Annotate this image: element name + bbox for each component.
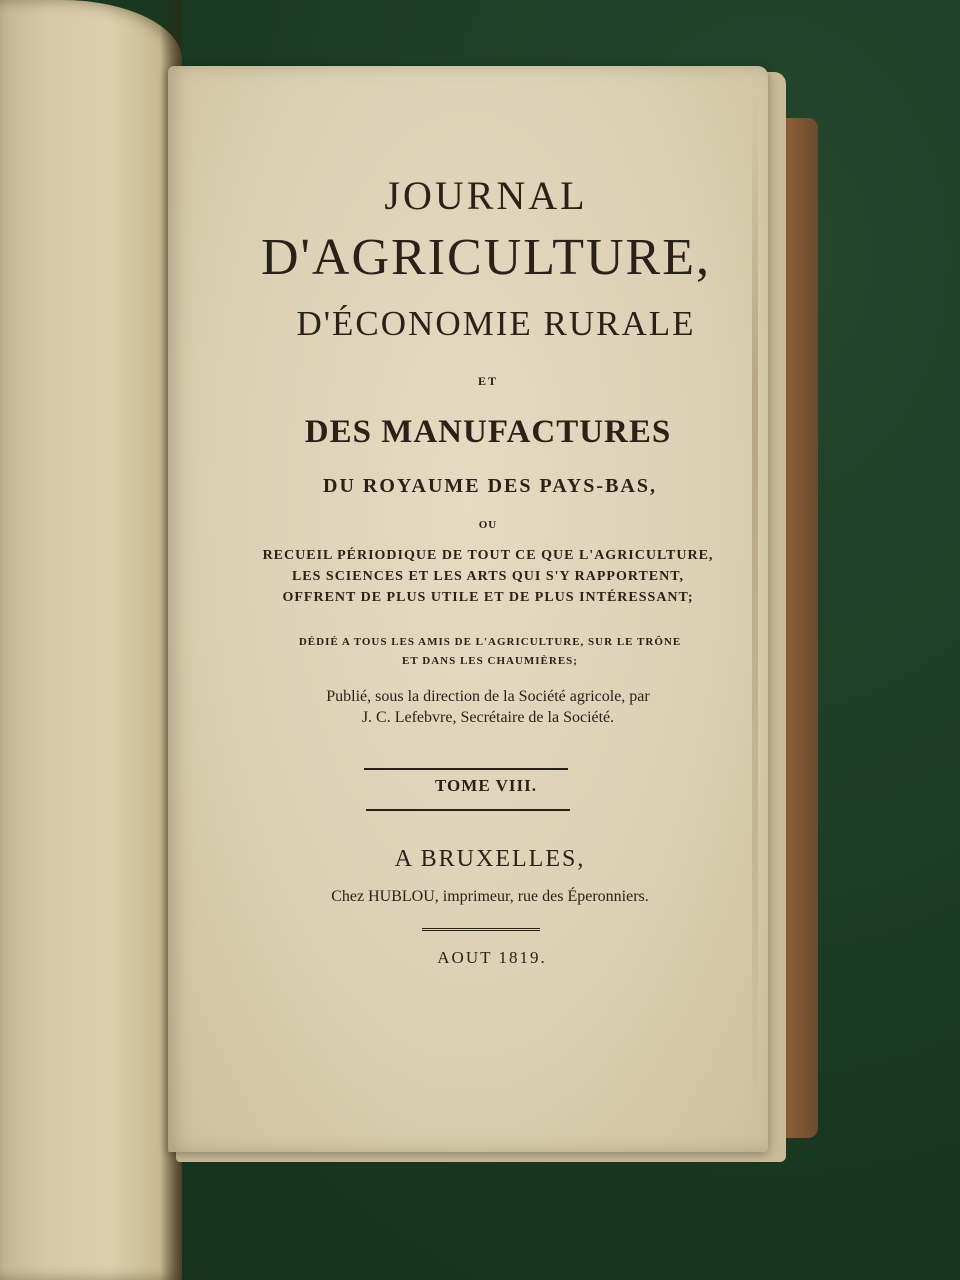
rule-below-volume (366, 809, 570, 811)
title-journal: JOURNAL (384, 173, 588, 218)
title-manufactures: DES MANUFACTURES (304, 414, 672, 450)
title-ou: OU (478, 519, 498, 531)
title-agriculture: D'AGRICULTURE, (260, 229, 712, 286)
imprint-date: AOUT 1819. (437, 948, 547, 967)
recueil-line-1: RECUEIL PÉRIODIQUE DE TOUT CE QUE L'AGRICULTURE, (262, 548, 714, 563)
title-page (168, 66, 768, 1152)
title-conjunction: ET (477, 374, 498, 388)
title-economie-rurale: D'ÉCONOMIE RURALE (296, 304, 696, 343)
imprint-city: A BRUXELLES, (394, 846, 586, 872)
recueil-line-3: OFFRENT DE PLUS UTILE ET DE PLUS INTÉRESSANT; (282, 590, 694, 605)
subtitle-recueil (188, 545, 788, 608)
recueil-line-2: LES SCIENCES ET LES ARTS QUI S'Y RAPPORTENT, (291, 569, 685, 584)
rule-above-volume (364, 768, 568, 770)
publication-note (188, 686, 788, 728)
dedication-line-1: DÉDIÉ A TOUS LES AMIS DE L'AGRICULTURE, SUR LE TRÔNE (298, 636, 682, 648)
volume-label: TOME VIII. (435, 776, 537, 795)
publication-line-1: Publié, sous la direction de la Société agricole, par (326, 688, 650, 705)
left-blank-page (0, 0, 182, 1280)
dedication (190, 633, 790, 671)
dedication-line-2: ET DANS LES CHAUMIÈRES; (402, 655, 578, 667)
imprint-publisher: Chez HUBLOU, imprimeur, rue des Éperonniers. (331, 888, 649, 905)
publication-line-2: J. C. Lefebvre, Secrétaire de la Société. (361, 709, 615, 726)
rule-above-date (422, 928, 540, 931)
title-royaume: DU ROYAUME DES PAYS-BAS, (323, 475, 657, 497)
